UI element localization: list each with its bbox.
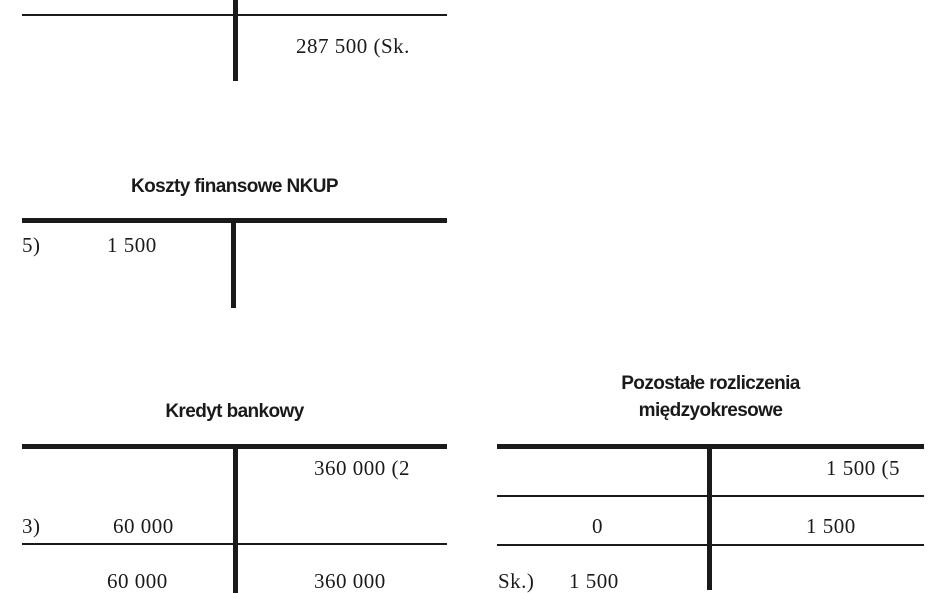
rozliczenia-turnover-bottom-line [497,544,924,546]
rozliczenia-turnover-credit: 1 500 [806,514,856,538]
rozliczenia-turnover-debit: 0 [592,514,603,538]
top-account-credit-entry: 287 500 (Sk. [296,34,410,58]
account-title-rozliczenia-line2: międzyokresowe [638,400,783,421]
koszty-divider [231,218,236,308]
rozliczenia-credit-entry: 1 500 (5 [826,456,900,480]
kredyt-total-debit: 60 000 [107,569,168,593]
kredyt-debit-amount: 60 000 [113,514,174,538]
koszty-debit-ref: 5) [22,233,41,257]
koszty-debit-amount: 1 500 [107,233,157,257]
rozliczenia-balance-ref: Sk.) [498,569,535,593]
rozliczenia-balance-amount: 1 500 [569,569,619,593]
kredyt-total-credit: 360 000 [314,569,386,593]
kredyt-credit-entry: 360 000 (2 [314,456,410,480]
account-title-rozliczenia-line1: Pozostałe rozliczenia [621,373,800,394]
kredyt-divider [233,444,238,593]
account-title-koszty: Koszty finansowe NKUP [131,176,338,197]
kredyt-debit-ref: 3) [22,514,41,538]
kredyt-turnover-line [22,543,447,545]
top-account-divider [233,0,238,81]
rozliczenia-divider [707,444,712,590]
account-title-kredyt: Kredyt bankowy [165,401,304,422]
rozliczenia-turnover-top-line [497,495,924,497]
